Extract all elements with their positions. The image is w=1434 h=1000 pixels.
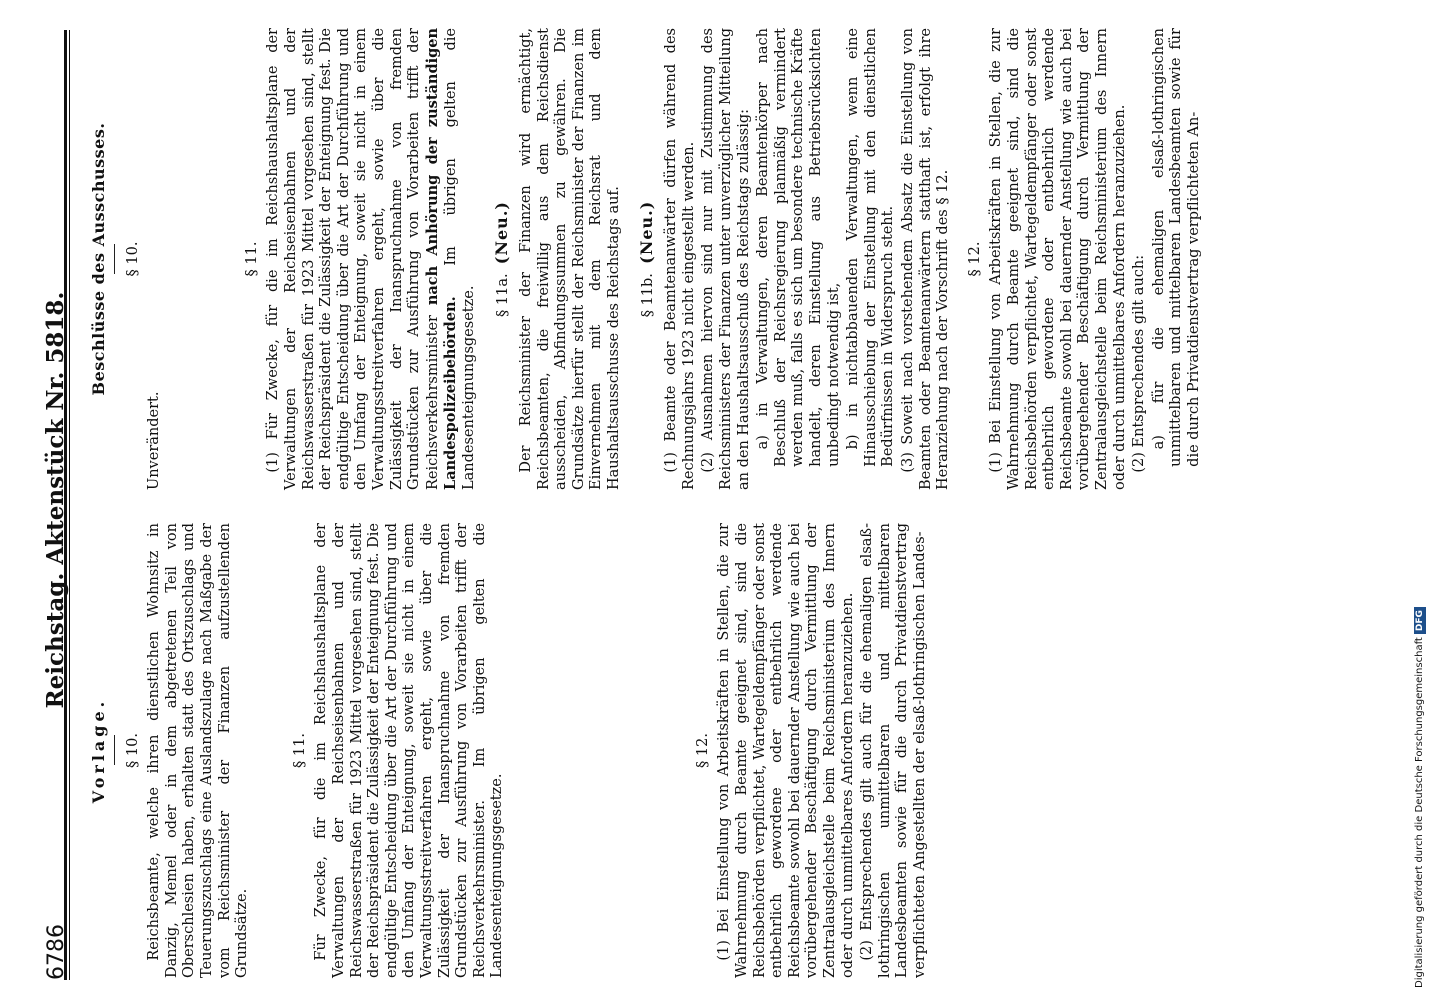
section-10-text: Unverändert.	[146, 391, 163, 490]
column-beschluesse	[84, 28, 1205, 490]
section-12-paragraph-1: (1) Bei Einstellung von Arbeitskräften in Stellen, die zur Wahrnehmung durch Beamte geeignet sind, sind die Reichsbehörden verpflichtet, Wartegeldempfänger oder sonst entbehrlich gewordene oder entbehrlich werdende Reichsbeamte sowohl bei dauernder Anstellung wie auch bei vorübergehender Beschäftigung durch Vermittlung der Zentralausgleichstelle beim Reichsministerium des Innern oder durch unmittelbares Anfordern heranzuziehen.	[988, 28, 1128, 490]
section-12-label: § 12.	[694, 733, 711, 768]
section-11a-new-tag: (Neu.)	[491, 201, 511, 265]
section-11b-item-a: a) in Verwaltungen, deren Beamtenkörper nach Beschluß der Reichsregierung planmäßig vermindert werden muß, falls es sich um besondere technische Kräfte handelt, deren Einstellung aus Betriebsrücksichten unbedingt notwendig ist,	[755, 28, 842, 467]
section-11a-text: Der Reichsminister der Finanzen wird ermächtigt, Reichsbeamten, die freiwillig aus dem Reichsdienst ausscheiden, Abfindungssummen zu gewähren. Die Grundsätze hierfür stellt der Reichsminister der Finanzen im Einvernehmen mit dem Reichsrat und dem Haushaltsausschusse des Reichstags auf.	[518, 28, 623, 490]
header-rule-thin	[69, 30, 70, 980]
column-heading-vorlage: Vorlage.	[89, 697, 108, 804]
section-11-text-main: (1) Für Zwecke, für die im Reichshaushaltsplane der Verwaltungen der Reichseisenbahnen und der Reichswasserstraßen für 1923 Mittel vorgesehen sind, stellt der Reichspräsident die Zulässigkeit der Enteignung fest. Die endgültige Entscheidung über die Art der Durchführung und den Umfang der Enteignung, soweit sie nicht in einem Verwaltungsstreitverfahren ergeht, sowie über die Zulässigkeit der Inanspruchnahme von fremden Grundstücken zur Ausführung von Vorarbeiten trifft der Reichsverkehrsminister	[265, 28, 441, 490]
section-11-label: § 11.	[291, 733, 308, 768]
section-11-label: § 11.	[243, 241, 260, 277]
section-12-paragraph-2: (2) Entsprechendes gilt auch für die ehemaligen elsaß-lothringischen unmittelbaren und mittelbaren Landesbeamten sowie für die durch Privatdienstvertrag verpflichteten Angestellten der elsaß-lothringischen Landes-	[859, 523, 928, 978]
section-10-text: Reichsbeamte, welche ihren dienstlichen Wohnsitz in Danzig, Memel oder in dem abgetretenen Teil von Oberschlesien haben, erhalten statt des Ortszuschlags und Teuerungszuschlags eine Auslandszulage nach Maßgabe der vom Reichsminister der Finanzen aufzustellenden Grundsätze.	[146, 523, 251, 978]
section-11-text: Für Zwecke, für die im Reichshaushaltsplane der Verwaltungen der Reichseisenbahnen und der Reichswasserstraßen für 1923 Mittel vorgesehen sind, stellt der Reichspräsident die Zulässigkeit der Enteignung fest. Die endgültige Entscheidung über die Art der Durchführung und den Umfang der Enteignung, soweit sie nicht in einem Verwaltungsstreitverfahren ergeht, sowie über die Zulässigkeit der Inanspruchnahme von fremden Grundstücken zur Ausführung von Vorarbeiten trifft der Reichsverkehrsminister. Im übrigen gelten die Landesenteignungsgesetze.	[313, 523, 506, 978]
section-11b-paragraph-3: (3) Soweit nach vorstehendem Absatz die Einstellung von Beamten oder Beamtenanwärtern statthaft ist, erfolgt ihre Heranziehung nach der Vorschrift des § 12.	[899, 28, 952, 490]
section-11b-paragraph-2: (2) Ausnahmen hiervon sind nur mit Zustimmung des Reichsministers der Finanzen unter unverzüglicher Mitteilung an den Haushaltsausschuß des Reichstags zulässig:	[700, 28, 752, 490]
section-11-text	[265, 28, 478, 490]
section-12-paragraph-2: (2) Entsprechendes gilt auch:	[1131, 254, 1148, 473]
section-11a-number: § 11a.	[494, 273, 511, 317]
column-vorlage	[84, 523, 932, 978]
section-11-text-tail: Im übrigen gelten die Landesenteignungsgesetze.	[443, 28, 477, 490]
section-12-item-a: a) für die ehemaligen elsaß-lothringischen unmittelbaren und mittelbaren Landesbeamten sowie für die durch Privatdienstvertrag verpflichteten An-	[1150, 28, 1202, 467]
section-11b-number: § 11b.	[639, 273, 656, 318]
section-10-label: § 10.	[124, 241, 141, 277]
section-11b-item-b: b) in nichtabbauenden Verwaltungen, wenn eine Hinausschiebung der Einstellung mit den dienstlichen Bedürfnissen in Widerspruch steht.	[845, 28, 897, 467]
heading-divider	[114, 244, 115, 274]
section-11-amendment: nach Anhörung der zuständigen Landespolizeibehörden.	[423, 27, 460, 490]
section-10-label: § 10.	[124, 733, 141, 768]
section-11b-paragraph-1: (1) Beamte oder Beamtenanwärter dürfen während des Rechnungsjahrs 1923 nicht eingestellt werden.	[663, 28, 697, 490]
section-12-label: § 12.	[966, 241, 983, 277]
credit-text: Digitalisierung gefördert durch die Deutsche Forschungsgemeinschaft	[1414, 637, 1425, 988]
section-11b-new-tag: (Neu.)	[636, 200, 656, 264]
digitization-credit	[1414, 607, 1426, 988]
page-title: Reichstag. Aktenstück Nr. 5818.	[42, 291, 69, 709]
section-11a-label	[493, 28, 513, 490]
page-number: 6786	[44, 924, 69, 980]
section-11b-label	[638, 28, 658, 490]
column-heading-beschluesse: Beschlüsse des Ausschusses.	[89, 122, 108, 396]
heading-divider	[114, 736, 115, 766]
dfg-logo: DFG	[1414, 607, 1426, 634]
header-rule	[64, 30, 67, 980]
section-12-paragraph-1: (1) Bei Einstellung von Arbeitskräften in Stellen, die zur Wahrnehmung durch Beamte geeignet sind, sind die Reichsbehörden verpflichtet, Wartegeldempfänger oder sonst entbehrlich gewordene oder entbehrlich werdende Reichsbeamte sowohl bei dauernder Anstellung wie auch bei vorübergehender Beschäftigung durch Vermittlung der Zentralausgleichstelle beim Reichsministerium des Innern oder durch unmittelbares Anfordern heranzuziehen.	[716, 523, 856, 978]
